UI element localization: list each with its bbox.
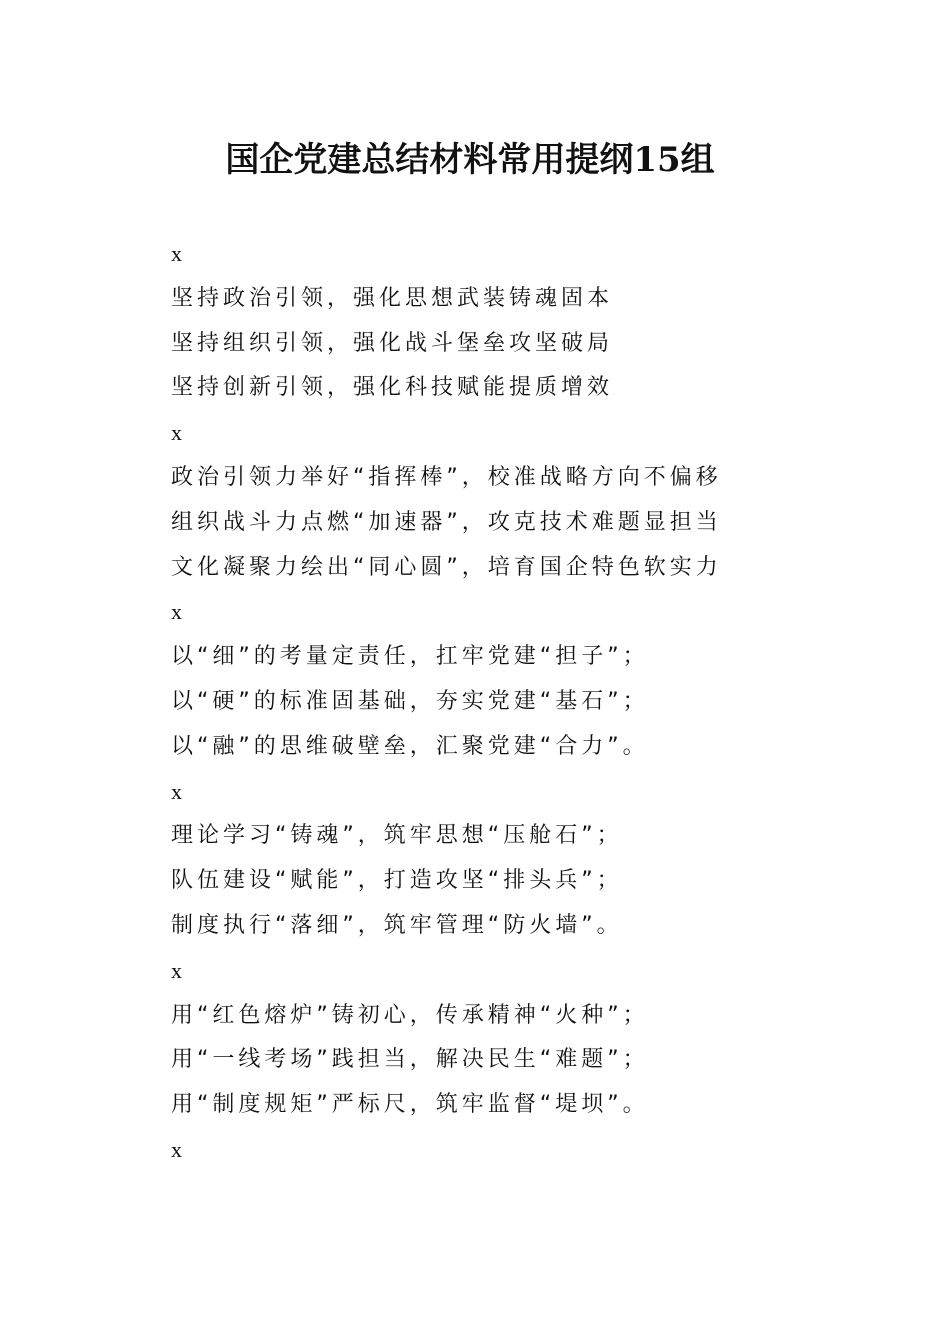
group-separator: x — [171, 1136, 182, 1162]
outline-line: 组织战斗力点燃“加速器”，攻克技术难题显担当 — [171, 509, 722, 535]
outline-line: 坚持创新引领，强化科技赋能提质增效 — [171, 375, 614, 401]
outline-group — [171, 770, 871, 949]
outline-line: 用“红色熔炉”铸初心，传承精神“火种”； — [171, 1002, 649, 1028]
group-separator: x — [171, 599, 182, 625]
group-separator: x — [171, 778, 182, 804]
outline-group — [171, 1128, 871, 1173]
outline-line: 队伍建设“赋能”，打造攻坚“排头兵”； — [171, 868, 623, 894]
document-body — [171, 232, 871, 1173]
outline-line: 用“一线考场”践担当，解决民生“难题”； — [171, 1047, 649, 1073]
outline-line: 用“制度规矩”严标尺，筑牢监督“堤坝”。 — [171, 1092, 649, 1118]
group-separator: x — [171, 420, 182, 446]
outline-line: 以“硬”的标准固基础，夯实党建“基石”； — [171, 688, 649, 714]
outline-group — [171, 232, 871, 411]
outline-line: 制度执行“落细”，筑牢管理“防火墙”。 — [171, 912, 623, 938]
outline-group — [171, 590, 871, 769]
outline-group — [171, 949, 871, 1128]
outline-line: 坚持组织引领，强化战斗堡垒攻坚破局 — [171, 330, 614, 356]
outline-group — [171, 411, 871, 590]
outline-line: 政治引领力举好“指挥棒”，校准战略方向不偏移 — [171, 464, 722, 490]
outline-line: 以“融”的思维破壁垒，汇聚党建“合力”。 — [171, 733, 649, 759]
document-title: 国企党建总结材料常用提纲15组 — [225, 140, 715, 180]
group-separator: x — [171, 957, 182, 983]
group-separator: x — [171, 241, 182, 266]
outline-line: 文化凝聚力绘出“同心圆”，培育国企特色软实力 — [171, 554, 722, 580]
outline-line: 理论学习“铸魂”，筑牢思想“压舱石”； — [171, 823, 623, 849]
outline-line: 坚持政治引领，强化思想武装铸魂固本 — [171, 285, 614, 311]
outline-line: 以“细”的考量定责任，扛牢党建“担子”； — [171, 644, 649, 670]
